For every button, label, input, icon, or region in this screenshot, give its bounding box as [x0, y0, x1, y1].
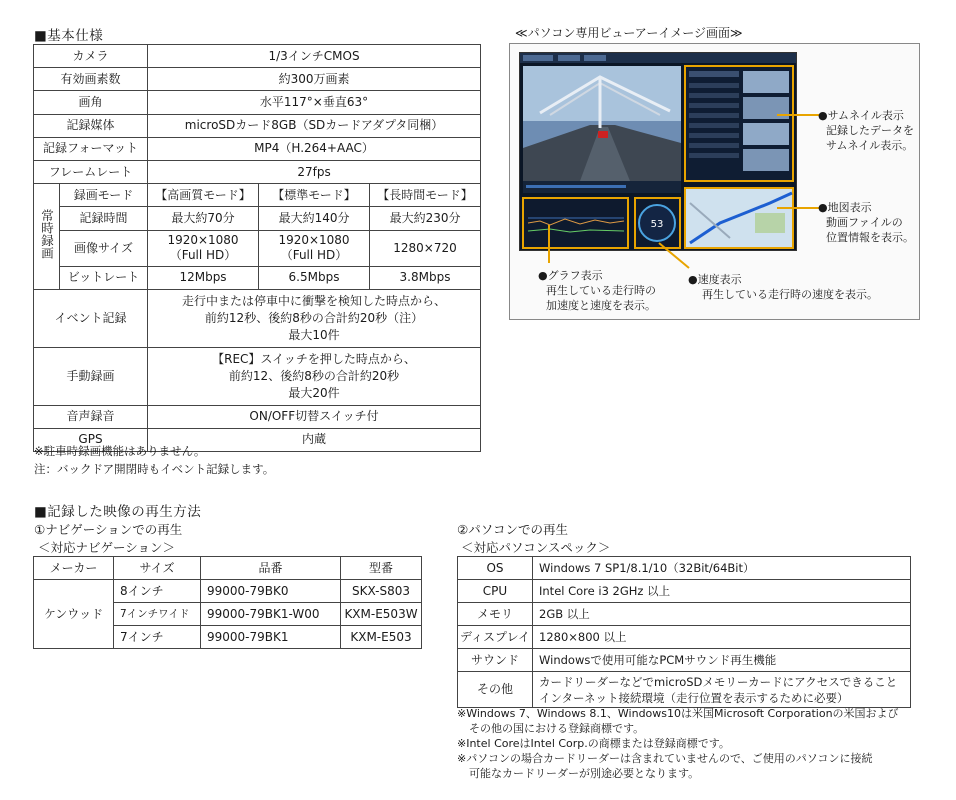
spec-value: 水平117°×垂直63°	[148, 91, 481, 114]
callout-speed: ●速度表示 再生している走行時の速度を表示。	[688, 273, 878, 301]
spec-row-angle	[34, 91, 481, 114]
pc-row-os	[458, 557, 911, 580]
spec-label: イベント記録	[34, 289, 148, 347]
pc-note-intel: ※Intel CoreはIntel Corp.の商標または登録商標です。	[457, 737, 730, 750]
navi-header: サイズ	[114, 557, 201, 580]
pc-row-display	[458, 626, 911, 649]
navi-table	[33, 556, 422, 649]
pc-row-other	[458, 672, 911, 708]
pc-value: Windows 7 SP1/8.1/10（32Bit/64Bit）	[533, 557, 911, 580]
pc-label: OS	[458, 557, 533, 580]
spec-table	[33, 44, 481, 452]
pc-value: Windowsで使用可能なPCMサウンド再生機能	[533, 649, 911, 672]
navi-header-row	[34, 557, 422, 580]
pc-row-sound	[458, 649, 911, 672]
navi-model: KXM-E503W	[341, 603, 422, 626]
speed-value: 53	[650, 219, 664, 230]
spec-row-manual	[34, 347, 481, 405]
spec-label: 画像サイズ	[60, 230, 148, 266]
spec-label: 画角	[34, 91, 148, 114]
pc-subtitle: ②パソコンでの再生	[457, 522, 568, 537]
callout-graph: ●グラフ表示 再生している走行時の 加速度と速度を表示。	[538, 269, 656, 312]
playback-section-title: ■記録した映像の再生方法	[34, 504, 202, 520]
pc-note-windows-cont: その他の国における登録商標です。	[469, 722, 645, 735]
callout-map: ●地図表示 動画ファイルの 位置情報を表示。	[818, 201, 914, 244]
spec-value: 1/3インチCMOS	[148, 45, 481, 68]
spec-cell: 【標準モード】	[259, 184, 370, 207]
spec-label: 有効画素数	[34, 68, 148, 91]
spec-label: ビットレート	[60, 266, 148, 289]
continuous-rec-label: 常時録画	[34, 184, 60, 290]
navi-part: 99000-79BK0	[201, 580, 341, 603]
navi-size: 7インチワイド	[114, 603, 201, 626]
spec-cell: 最大約230分	[370, 207, 481, 230]
spec-label: 手動録画	[34, 347, 148, 405]
pc-label: ディスプレイ	[458, 626, 533, 649]
spec-label: フレームレート	[34, 160, 148, 183]
navi-size: 7インチ	[114, 626, 201, 649]
navi-header: 品番	[201, 557, 341, 580]
spec-label: 音声録音	[34, 405, 148, 428]
pc-value: カードリーダーなどでmicroSDメモリーカードにアクセスできること インターネット接続環境（走行位置を表示するために必要）	[533, 672, 911, 708]
spec-cell: 6.5Mbps	[259, 266, 370, 289]
navi-part: 99000-79BK1-W00	[201, 603, 341, 626]
spec-cell: 1280×720	[370, 230, 481, 266]
pc-label: CPU	[458, 580, 533, 603]
spec-row-camera	[34, 45, 481, 68]
pc-label: その他	[458, 672, 533, 708]
navi-size: 8インチ	[114, 580, 201, 603]
spec-note-backdoor: 注：バックドア開閉時もイベント記録します。	[34, 462, 275, 476]
spec-cell: 1920×1080 （Full HD）	[148, 230, 259, 266]
pc-value: 2GB 以上	[533, 603, 911, 626]
pc-spec-table	[457, 556, 911, 708]
navi-maker: ケンウッド	[34, 580, 114, 649]
spec-value: 約300万画素	[148, 68, 481, 91]
spec-row-image-size	[34, 230, 481, 266]
pc-value: 1280×800 以上	[533, 626, 911, 649]
pc-row-cpu	[458, 580, 911, 603]
spec-cell: 12Mbps	[148, 266, 259, 289]
spec-row-audio	[34, 405, 481, 428]
spec-cell: 3.8Mbps	[370, 266, 481, 289]
navi-part: 99000-79BK1	[201, 626, 341, 649]
navi-row	[34, 580, 422, 603]
spec-row-rec-time	[34, 207, 481, 230]
spec-label: GPS	[34, 428, 148, 451]
pc-note-windows: ※Windows 7、Windows 8.1、Windows10は米国Microsoft Corporationの米国および	[457, 707, 899, 720]
navi-header: 型番	[341, 557, 422, 580]
spec-section-title: ■基本仕様	[34, 28, 104, 44]
spec-note-parking: ※駐車時録画機能はありません。	[34, 444, 206, 458]
spec-value: microSDカード8GB（SDカードアダプタ同梱）	[148, 114, 481, 137]
spec-value: 走行中または停車中に衝撃を検知した時点から、 前約12秒、後約8秒の合計約20秒（注） 最大10件	[148, 289, 481, 347]
spec-cell: 最大約140分	[259, 207, 370, 230]
pc-note-cardreader: ※パソコンの場合カードリーダーは含まれていませんので、ご使用のパソコンに接続	[457, 752, 873, 765]
spec-value: 内蔵	[148, 428, 481, 451]
pc-note-cardreader-cont: 可能なカードリーダーが別途必要となります。	[469, 767, 700, 780]
navi-subtitle: ①ナビゲーションでの再生	[34, 522, 183, 537]
spec-label: 録画モード	[60, 184, 148, 207]
spec-row-framerate	[34, 160, 481, 183]
navi-model: KXM-E503	[341, 626, 422, 649]
spec-row-bitrate	[34, 266, 481, 289]
pc-label: メモリ	[458, 603, 533, 626]
callout-thumbnail: ●サムネイル表示 記録したデータを サムネイル表示。	[818, 109, 914, 152]
spec-label: 記録媒体	[34, 114, 148, 137]
spec-label: 記録フォーマット	[34, 137, 148, 160]
spec-cell: 最大約70分	[148, 207, 259, 230]
pc-caption: ＜対応パソコンスペック＞	[461, 540, 611, 555]
pc-label: サウンド	[458, 649, 533, 672]
navi-caption: ＜対応ナビゲーション＞	[38, 540, 176, 555]
spec-cell: 【長時間モード】	[370, 184, 481, 207]
spec-row-media	[34, 114, 481, 137]
navi-model: SKX-S803	[341, 580, 422, 603]
spec-value: 27fps	[148, 160, 481, 183]
navi-header: メーカー	[34, 557, 114, 580]
spec-label: カメラ	[34, 45, 148, 68]
spec-label: 記録時間	[60, 207, 148, 230]
spec-row-rec-mode	[34, 184, 481, 207]
spec-value: ON/OFF切替スイッチ付	[148, 405, 481, 428]
viewer-section-title: ≪パソコン専用ビューアーイメージ画面≫	[515, 26, 743, 40]
spec-value: MP4（H.264+AAC）	[148, 137, 481, 160]
spec-row-event	[34, 289, 481, 347]
spec-cell: 1920×1080 （Full HD）	[259, 230, 370, 266]
spec-value: 【REC】スイッチを押した時点から、 前約12、後約8秒の合計約20秒 最大20件	[148, 347, 481, 405]
spec-cell: 【高画質モード】	[148, 184, 259, 207]
pc-row-memory	[458, 603, 911, 626]
spec-row-format	[34, 137, 481, 160]
spec-row-pixels	[34, 68, 481, 91]
pc-value: Intel Core i3 2GHz 以上	[533, 580, 911, 603]
